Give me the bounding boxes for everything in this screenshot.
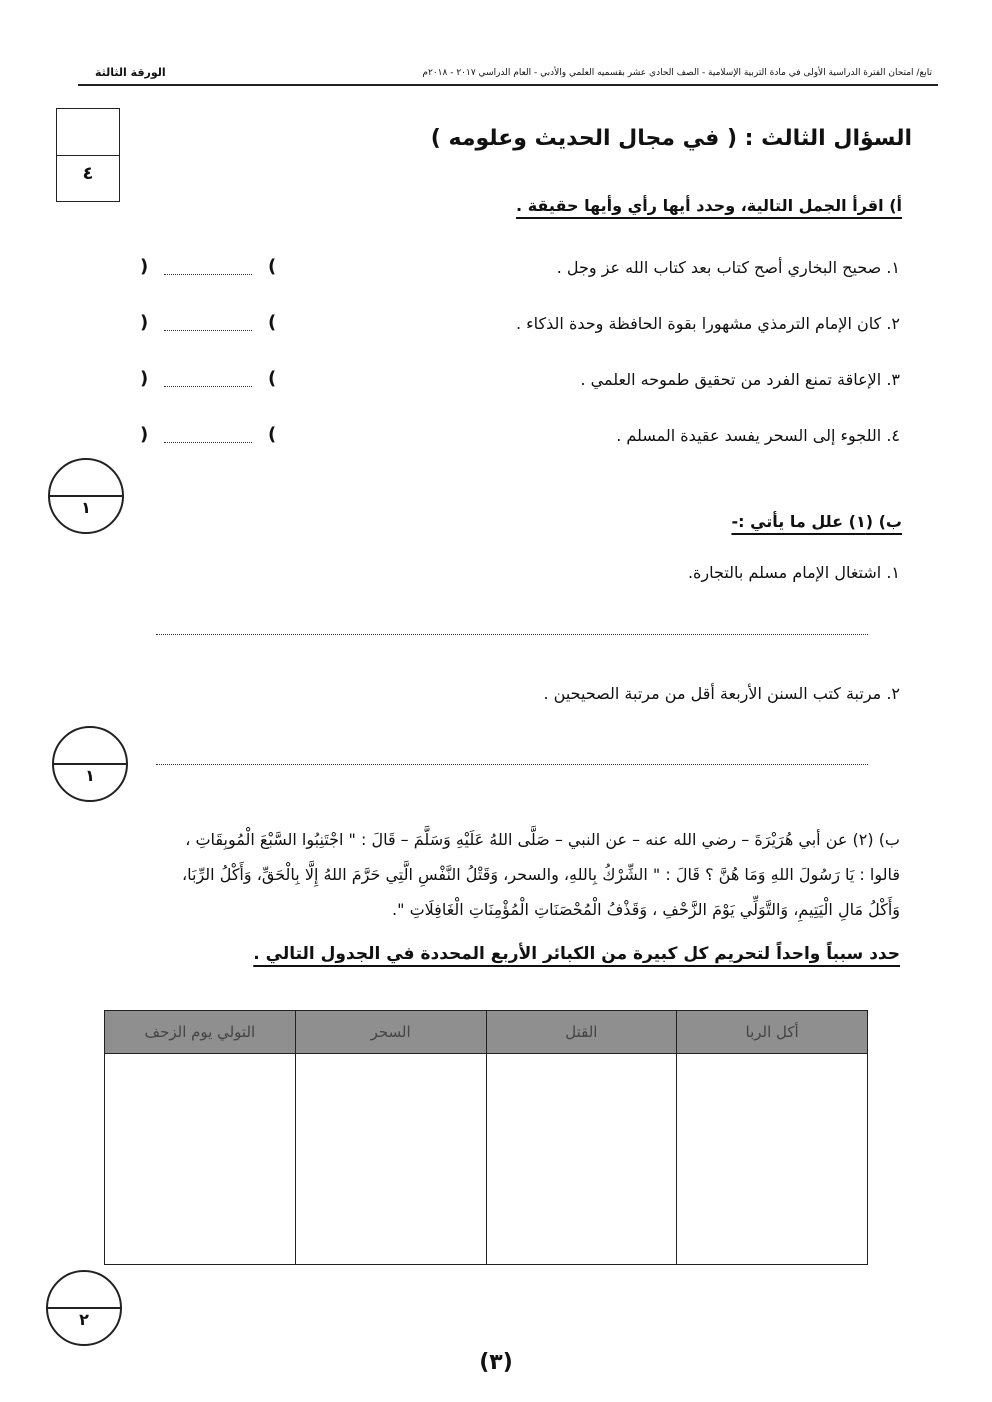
score-circle-divider	[50, 495, 122, 497]
answer-slot-right-paren: (	[268, 312, 277, 333]
table-header-cell: القتل	[486, 1011, 677, 1054]
answer-slot-dots	[164, 386, 252, 387]
score-box-divider	[57, 155, 119, 156]
table-header-cell: أكل الربا	[677, 1011, 868, 1054]
total-score-value: ٤	[82, 163, 94, 184]
major-sins-table	[104, 1010, 868, 1265]
part-b2-score-circle	[46, 1270, 122, 1346]
part-b1-instruction: ب) (١) علل ما يأتي :-	[731, 512, 902, 531]
statement-4: ٤. اللجوء إلى السحر يفسد عقيدة المسلم .	[616, 426, 900, 445]
reason-item-2: ٢. مرتبة كتب السنن الأربعة أقل من مرتبة الصحيحين .	[543, 684, 900, 703]
score-circle-divider	[54, 763, 126, 765]
header-divider	[78, 84, 938, 86]
table-answer-cell[interactable]	[295, 1054, 486, 1265]
hadith-line-2: قالوا : يَا رَسُولَ اللهِ وَمَا هُنَّ ؟ قَالَ : " الشِّرْكُ بِاللهِ، والسحر، وَقَتْلُ النَّفْسِ الَّتِي حَرَّمَ اللهُ إِلَّا بِالْحَقِّ، وَأَكْلُ الرِّبَا،	[181, 865, 900, 884]
answer-line-2[interactable]	[156, 764, 868, 765]
answer-slot-right-paren: (	[268, 424, 277, 445]
answer-slot-left-paren: )	[140, 256, 149, 277]
part-a-score-circle	[48, 458, 124, 534]
page-number: (٣)	[479, 1350, 513, 1375]
answer-slot-dots	[164, 442, 252, 443]
exam-info-header: تابع/ امتحان الفترة الدراسية الأولى في مادة التربية الإسلامية - الصف الحادي عشر بقسميه العلمي والأدبي - العام الدراسي ٢٠١٧ - ٢٠١٨م	[422, 68, 932, 78]
answer-slot-right-paren: (	[268, 368, 277, 389]
part-a-instruction: أ) اقرأ الجمل التالية، وحدد أيها رأي وأيها حقيقة .	[516, 196, 902, 215]
table-answer-cell[interactable]	[677, 1054, 868, 1265]
reason-item-1: ١. اشتغال الإمام مسلم بالتجارة.	[687, 563, 900, 582]
table-header-cell: التولي يوم الزحف	[105, 1011, 296, 1054]
answer-slot-left-paren: )	[140, 368, 149, 389]
table-task-instruction: حدد سبباً واحداً لتحريم كل كبيرة من الكبائر الأربع المحددة في الجدول التالي .	[253, 944, 900, 964]
table-answer-cell[interactable]	[486, 1054, 677, 1265]
part-b2-score-value: ٢	[79, 1310, 89, 1329]
paper-label: الورقة الثالثة	[95, 66, 166, 79]
question-title: السؤال الثالث : ( في مجال الحديث وعلومه )	[430, 126, 912, 151]
answer-line-1[interactable]	[156, 634, 868, 635]
table-answer-row	[105, 1054, 868, 1265]
score-circle-divider	[48, 1307, 120, 1309]
table-answer-cell[interactable]	[105, 1054, 296, 1265]
hadith-line-3: وَأَكْلُ مَالِ الْيَتِيمِ، وَالتَّوَلِّي يَوْمَ الزَّحْفِ ، وَقَذْفُ الْمُحْصَنَاتِ الْمُؤْمِنَاتِ الْغَافِلَاتِ ".	[392, 900, 900, 919]
answer-slot-dots	[164, 274, 252, 275]
total-score-box	[56, 108, 120, 202]
hadith-text	[100, 822, 900, 927]
table-header-row	[105, 1011, 868, 1054]
statement-3: ٣. الإعاقة تمنع الفرد من تحقيق طموحه العلمي .	[580, 370, 900, 389]
hadith-line-1: ب) (٢) عن أبي هُرَيْرَةَ – رضي الله عنه – عن النبي – صَلَّى اللهُ عَلَيْهِ وَسَلَّمَ – قَالَ : " اجْتَنِبُوا السَّبْعَ الْمُوبِقَاتِ ،	[185, 830, 900, 849]
table-header-cell: السحر	[295, 1011, 486, 1054]
part-a-score-value: ١	[81, 498, 91, 517]
answer-slot-dots	[164, 330, 252, 331]
answer-slot-left-paren: )	[140, 312, 149, 333]
answer-slot-right-paren: (	[268, 256, 277, 277]
part-b1-score-circle	[52, 726, 128, 802]
statement-2: ٢. كان الإمام الترمذي مشهورا بقوة الحافظة وحدة الذكاء .	[515, 314, 900, 333]
part-b1-score-value: ١	[85, 766, 95, 785]
answer-slot-left-paren: )	[140, 424, 149, 445]
statement-1: ١. صحيح البخاري أصح كتاب بعد كتاب الله عز وجل .	[556, 258, 900, 277]
